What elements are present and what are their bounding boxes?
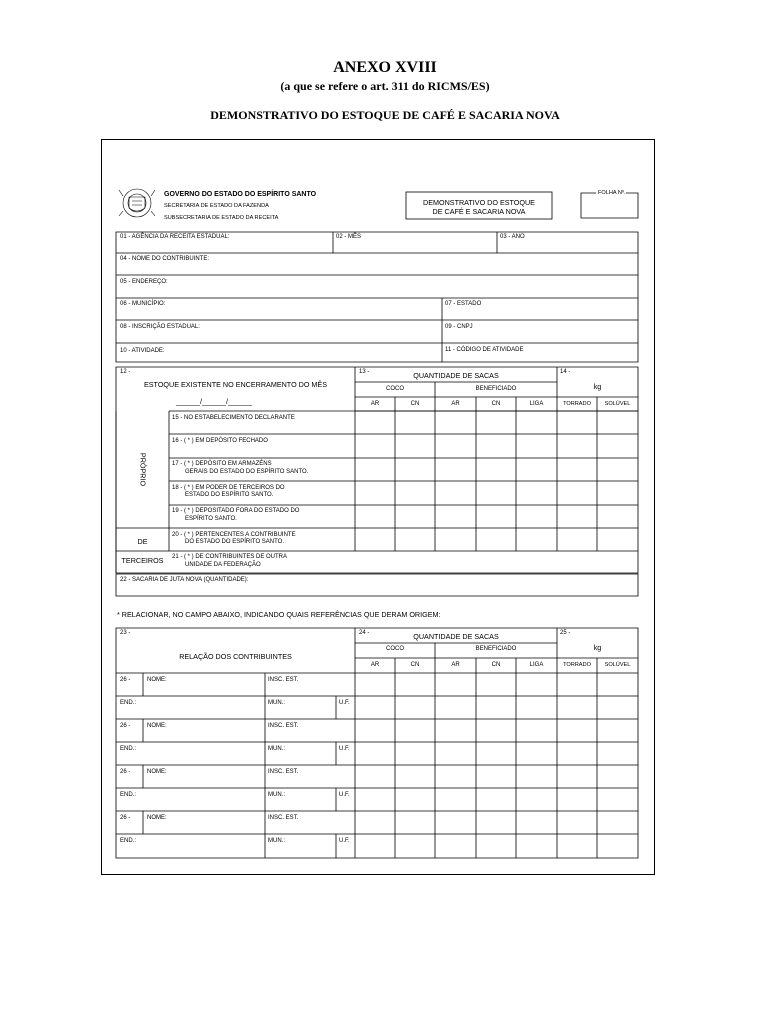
col-ar: AR	[370, 401, 380, 407]
col-cn-3: CN	[410, 662, 420, 668]
insc-label: INSC. EST.	[268, 677, 299, 683]
uf-label-4: U.F.	[339, 838, 350, 844]
col-torrado: TORRADO	[563, 401, 591, 407]
col-soluvel-2: SOLÚVEL	[604, 662, 631, 668]
page-title: ANEXO XVIII	[333, 59, 437, 76]
col-soluvel: SOLÚVEL	[604, 401, 631, 407]
field-08-label: 08 - INSCRIÇÃO ESTADUAL:	[120, 324, 200, 330]
gov-name: GOVERNO DO ESTADO DO ESPÍRITO SANTO	[164, 191, 317, 198]
uf-label-2: U.F.	[339, 746, 350, 752]
insc-label-4: INSC. EST.	[268, 815, 299, 821]
box-title-line1: DEMONSTRATIVO DO ESTOQUE	[423, 198, 535, 207]
document-title: DEMONSTRATIVO DO ESTOQUE DE CAFÉ E SACARIA NOVA	[210, 108, 560, 122]
field-17-label-b: GERAIS DO ESTADO DO ESPÍRITO SANTO.	[185, 469, 309, 475]
estoque-label: ESTOQUE EXISTENTE NO ENCERRAMENTO DO MÊS	[143, 380, 328, 389]
col-cn-4: CN	[491, 662, 501, 668]
box-title-line2: DE CAFÉ E SACARIA NOVA	[432, 207, 526, 216]
field-26-label-2: 26 -	[120, 723, 131, 729]
field-24-label: 24 -	[359, 630, 370, 636]
col-ar-4: AR	[451, 662, 460, 668]
field-02-label: 02 - MÊS	[336, 234, 362, 240]
mun-label-4: MUN.:	[268, 838, 285, 844]
field-16-label: 16 - ( * ) EM DEPÓSITO FECHADO	[172, 438, 268, 444]
field-06-label: 06 - MUNICÍPIO:	[120, 301, 166, 307]
field-18-label-b: ESTADO DO ESPÍRITO SANTO.	[185, 492, 274, 498]
field-26-label-3: 26 -	[120, 769, 131, 775]
end-label: END.:	[120, 700, 137, 706]
subsecretaria: SUBSECRETARIA DE ESTADO DA RECEITA	[164, 215, 279, 221]
field-25-label: 25 -	[560, 630, 571, 636]
field-18-label-a: 18 - ( * ) EM PODER DE TERCEIROS DO	[172, 485, 285, 491]
col-cn-2: CN	[491, 401, 501, 407]
uf-label: U.F.	[339, 700, 350, 706]
coco-label: COCO	[386, 386, 404, 392]
proprio-label: PRÓPRIO	[138, 452, 148, 487]
field-23-label: 23 -	[120, 630, 131, 636]
field-20-label-b: DO ESTADO DO ESPÍRITO SANTO.	[185, 539, 285, 545]
page-subtitle: (a que se refere o art. 311 do RICMS/ES)	[280, 79, 490, 93]
mun-label: MUN.:	[268, 700, 285, 706]
nome-label-2: NOME:	[147, 723, 167, 729]
field-19-label-b: ESPÍRITO SANTO.	[185, 516, 237, 522]
field-21-label-a: 21 - ( * ) DE CONTRIBUINTES DE OUTRA	[172, 554, 288, 560]
field-21-label-b: UNIDADE DA FEDERAÇÃO	[185, 562, 261, 568]
field-13-label: 13 -	[359, 369, 370, 375]
col-ar-3: AR	[370, 662, 380, 668]
col-ar-2: AR	[451, 401, 460, 407]
nome-label-3: NOME:	[147, 769, 167, 775]
col-liga: LIGA	[529, 401, 544, 407]
col-cn: CN	[410, 401, 420, 407]
field-03-label: 03 - ANO	[500, 234, 525, 240]
col-liga-2: LIGA	[529, 662, 544, 668]
insc-label-3: INSC. EST.	[268, 769, 299, 775]
field-07-label: 07 - ESTADO	[445, 301, 482, 307]
field-01-label: 01 - AGÊNCIA DA RECEITA ESTADUAL:	[120, 234, 230, 240]
field-15-label: 15 - NO ESTABELECIMENTO DECLARANTE	[172, 415, 295, 421]
nome-label-4: NOME:	[147, 815, 167, 821]
field-20-label-a: 20 - ( * ) PERTENCENTES A CONTRIBUINTE	[172, 532, 296, 538]
field-05-label: 05 - ENDEREÇO:	[120, 279, 168, 285]
field-26-label-4: 26 -	[120, 815, 131, 821]
field-11-label: 11 - CÓDIGO DE ATIVIDADE	[445, 347, 524, 353]
mun-label-2: MUN.:	[268, 746, 285, 752]
coco-label-2: COCO	[386, 646, 404, 652]
terceiros-label: TERCEIROS	[121, 556, 164, 565]
end-label-3: END.:	[120, 792, 137, 798]
kg-label-2: kg	[593, 643, 602, 652]
uf-label-3: U.F.	[339, 792, 350, 798]
field-04-label: 04 - NOME DO CONTRIBUINTE:	[120, 256, 210, 262]
field-26-label: 26 -	[120, 677, 131, 683]
field-09-label: 09 - CNPJ	[445, 324, 473, 330]
end-label-4: END.:	[120, 838, 137, 844]
kg-label: kg	[593, 382, 602, 391]
mun-label-3: MUN.:	[268, 792, 285, 798]
note-text: * RELACIONAR, NO CAMPO ABAIXO, INDICANDO QUAIS REFERÊNCIAS QUE DERAM ORIGEM:	[117, 610, 441, 619]
field-12-label: 12 -	[120, 369, 131, 375]
field-14-label: 14 -	[560, 369, 571, 375]
end-label-2: END.:	[120, 746, 137, 752]
nome-label: NOME:	[147, 677, 167, 683]
beneficiado-label-2: BENEFICIADO	[475, 646, 517, 652]
de-label: DE	[137, 537, 148, 546]
secretaria: SECRETARIA DE ESTADO DA FAZENDA	[164, 203, 269, 209]
field-22-label: 22 - SACARIA DE JUTA NOVA (QUANTIDADE):	[120, 577, 249, 583]
date-blank: ______/______/______	[176, 397, 252, 406]
folha-label: FOLHA Nº.	[598, 190, 626, 196]
col-torrado-2: TORRADO	[563, 662, 591, 668]
beneficiado-label: BENEFICIADO	[475, 386, 517, 392]
insc-label-2: INSC. EST.	[268, 723, 299, 729]
field-10-label: 10 - ATIVIDADE:	[120, 348, 165, 354]
qty-sacas-label-2: QUANTIDADE DE SACAS	[413, 632, 499, 641]
field-19-label-a: 19 - ( * ) DEPOSITADO FORA DO ESTADO DO	[172, 508, 300, 514]
field-17-label-a: 17 - ( * ) DEPÓSITO EM ARMAZÉNS	[172, 461, 272, 467]
qty-sacas-label: QUANTIDADE DE SACAS	[413, 371, 499, 380]
relacao-label: RELAÇÃO DOS CONTRIBUINTES	[179, 652, 292, 661]
coat-of-arms-icon	[119, 189, 155, 217]
